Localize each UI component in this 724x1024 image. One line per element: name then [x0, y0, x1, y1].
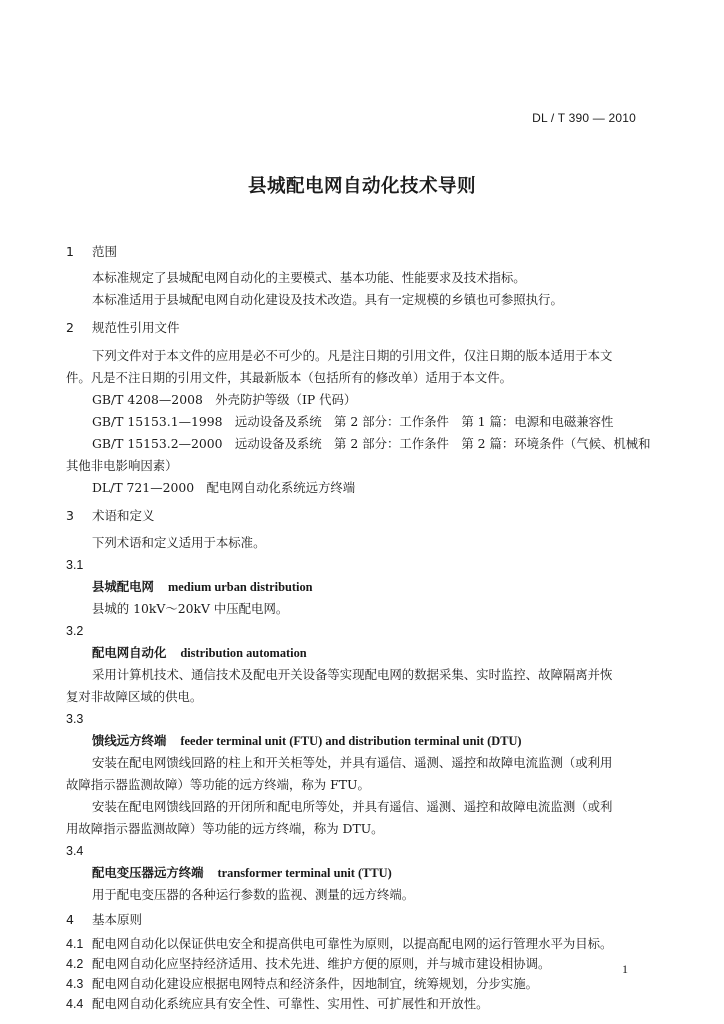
- term-heading: 县城配电网 medium urban distribution: [92, 579, 313, 594]
- term-definition: 复对非故障区域的供电。: [66, 689, 203, 704]
- term-number: 3.2: [66, 624, 84, 638]
- term-heading: 配电变压器远方终端 transformer terminal unit (TTU): [92, 865, 392, 880]
- term-definition: 采用计算机技术、通信技术及配电开关设备等实现配电网的数据采集、实时监控、故障隔离并恢: [92, 667, 613, 682]
- section-3-heading: 3 术语和定义: [66, 508, 155, 523]
- term-definition: 故障指示器监测故障）等功能的远方终端，称为 FTU。: [66, 777, 370, 792]
- section-2-heading: 2 规范性引用文件: [66, 320, 180, 335]
- section-2-paragraph-line-2: 件。凡是不注日期的引用文件，其最新版本（包括所有的修改单）适用于本文件。: [66, 370, 513, 385]
- section-4-heading: 4 基本原则: [66, 912, 143, 927]
- term-number: 3.4: [66, 844, 84, 858]
- clause: 4.2 配电网自动化应坚持经济适用、技术先进、维护方便的原则，并与城市建设相协调。: [66, 956, 551, 971]
- term-definition: 用故障指示器监测故障）等功能的远方终端，称为 DTU。: [66, 821, 384, 836]
- reference-item: GB/T 4208—2008 外壳防护等级（IP 代码）: [92, 392, 357, 407]
- standard-code: DL / T 390 — 2010: [532, 111, 636, 125]
- reference-item: GB/T 15153.2—2000 远动设备及系统 第 2 部分：工作条件 第 2 篇：环境条件（气候、机械和: [92, 436, 651, 451]
- term-definition: 安装在配电网馈线回路的柱上和开关柜等处，并具有遥信、遥测、遥控和故障电流监测（或利用: [92, 755, 613, 770]
- section-1-paragraph-2: 本标准适用于县城配电网自动化建设及技术改造。具有一定规模的乡镇也可参照执行。: [92, 292, 563, 307]
- section-3-intro: 下列术语和定义适用于本标准。: [92, 535, 266, 550]
- reference-item: DL/T 721—2000 配电网自动化系统远方终端: [92, 480, 356, 495]
- page-number: 1: [622, 962, 628, 976]
- reference-item: GB/T 15153.1—1998 远动设备及系统 第 2 部分：工作条件 第 1 篇：电源和电磁兼容性: [92, 414, 614, 429]
- clause: 4.4 配电网自动化系统应具有安全性、可靠性、实用性、可扩展性和开放性。: [66, 996, 489, 1011]
- term-heading: 馈线远方终端 feeder terminal unit (FTU) and distribution terminal unit (DTU): [92, 733, 522, 748]
- reference-item-continued: 其他非电影响因素）: [66, 458, 178, 473]
- term-definition: 安装在配电网馈线回路的开闭所和配电所等处，并具有遥信、遥测、遥控和故障电流监测（或利: [92, 799, 613, 814]
- term-heading: 配电网自动化 distribution automation: [92, 645, 307, 660]
- clause: 4.3 配电网自动化建设应根据电网特点和经济条件，因地制宜，统筹规划，分步实施。: [66, 976, 539, 991]
- document-title: 县城配电网自动化技术导则: [247, 176, 476, 197]
- term-number: 3.3: [66, 712, 84, 726]
- term-definition: 用于配电变压器的各种运行参数的监视、测量的远方终端。: [92, 887, 415, 902]
- section-1-paragraph-1: 本标准规定了县城配电网自动化的主要模式、基本功能、性能要求及技术指标。: [92, 270, 526, 285]
- clause: 4.1 配电网自动化以保证供电安全和提高供电可靠性为原则，以提高配电网的运行管理水平为目标。: [66, 936, 613, 951]
- term-definition: 县城的 10kV～20kV 中压配电网。: [92, 601, 289, 616]
- term-number: 3.1: [66, 558, 84, 572]
- section-1-heading: 1 范围: [66, 244, 118, 259]
- section-2-paragraph-line-1: 下列文件对于本文件的应用是必不可少的。凡是注日期的引用文件，仅注日期的版本适用于本文: [92, 348, 613, 363]
